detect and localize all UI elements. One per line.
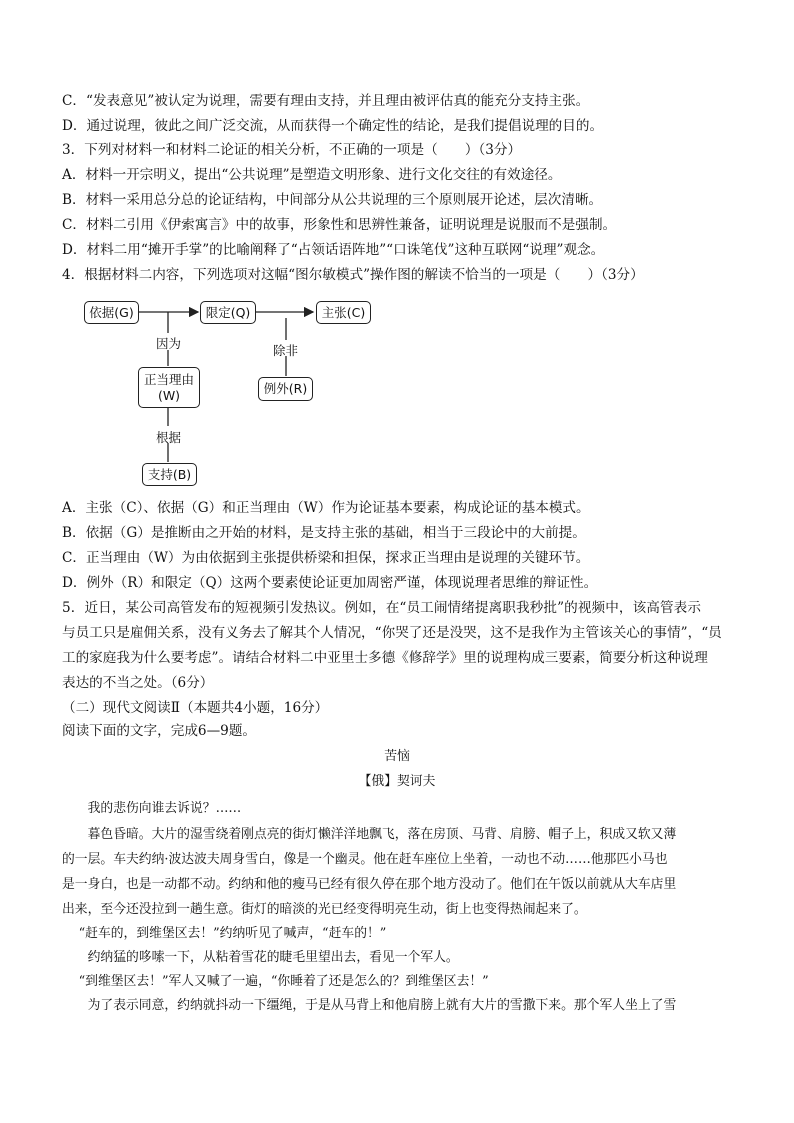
q4-option-d: D．例外（R）和限定（Q）这两个要素使论证更加周密严谨，体现说理者思维的辩证性。 (62, 575, 598, 591)
according-label: 根据 (156, 430, 182, 445)
story-epigraph: 我的悲伤向谁去诉说？…… (87, 801, 242, 816)
q3-option-a: A．材料一开宗明义，提出“公共说理”是塑造文明形象、进行文化交往的有效途径。 (62, 167, 562, 183)
section-heading: （二）现代文阅读Ⅱ（本题共4小题，16分） (62, 700, 329, 716)
story-p1-line2: 的一层。车夫约纳·波达波夫周身雪白，像是一个幽灵。他在赶车座位上坐着，一动也不动……他那匹小马也 (62, 852, 668, 867)
claim-box: 主张(C) (316, 301, 371, 324)
grounds-box: 依据(G) (84, 301, 139, 324)
q5-line-1: 5．近日，某公司高管发布的短视频引发热议。例如，在“员工闹情绪提离职我秒批”的视频中，该高管表示 (62, 600, 702, 616)
rebuttal-box: 例外(R) (258, 377, 313, 401)
story-author: 【俄】契诃夫 (358, 774, 436, 789)
q3-option-d: D．材料二用“摊开手掌”的比喻阐释了“占领话语阵地”“口诛笔伐”这种互联网“说理”观念。 (62, 242, 605, 258)
unless-label: 除非 (273, 343, 299, 358)
story-p1-line4: 出来，至今还没拉到一趟生意。街灯的暗淡的光已经变得明亮生动，街上也变得热闹起来了。 (62, 902, 587, 917)
q4-option-c: C．正当理由（W）为由依据到主张提供桥梁和担保，探求正当理由是说理的关键环节。 (62, 550, 590, 566)
story-p5: 为了表示同意，约纳就抖动一下缰绳，于是从马背上和他肩膀上就有大片的雪撒下来。那个军人坐上了雪 (87, 998, 677, 1013)
q4-stem: 4．根据材料二内容，下列选项对这幅“图尔敏模式”操作图的解读不恰当的一项是（ ）（3分） (62, 267, 644, 283)
because-label: 因为 (156, 336, 182, 351)
story-p1-line3: 是一身白，也是一动都不动。约纳和他的瘦马已经有很久停在那个地方没动了。他们在午饭以前就从大车店里 (62, 877, 677, 892)
q2-option-c: C．“发表意见”被认定为说理，需要有理由支持，并且理由被评估真的能充分支持主张。 (62, 93, 590, 109)
q5-line-2: 与员工只是雇佣关系，没有义务去了解其个人情况，“你哭了还是没哭，这不是我作为主管该关心的事情”，“员 (62, 625, 722, 641)
warrant-label: 正当理由 (143, 371, 194, 387)
story-p1-line1: 暮色昏暗。大片的湿雪绕着刚点亮的街灯懒洋洋地飘飞，落在房顶、马背、肩膀、帽子上，积成又软又薄 (87, 827, 677, 842)
backing-box: 支持(B) (142, 463, 197, 486)
q4-option-a: A．主张（C）、依据（G）和正当理由（W）作为论证基本要素，构成论证的基本模式。 (62, 500, 590, 516)
q3-option-c: C．材料二引用《伊索寓言》中的故事，形象性和思辨性兼备，证明说理是说服而不是强制。 (62, 217, 617, 233)
q3-option-b: B．材料一采用总分总的论证结构，中间部分从公共说理的三个原则展开论述，层次清晰。 (62, 192, 603, 208)
q2-option-d: D．通过说理，彼此之间广泛交流，从而获得一个确定性的结论，是我们提倡说理的目的。 (62, 118, 604, 134)
q5-line-3: 工的家庭我为什么要考虑”。请结合材料二中亚里士多德《修辞学》里的说理构成三要素，简要分析这种说理 (62, 650, 708, 666)
warrant-code: (W) (157, 387, 181, 403)
warrant-box (138, 367, 200, 408)
section-instruction: 阅读下面的文字，完成6—9题。 (62, 723, 257, 739)
q5-line-4: 表达的不当之处。（6分） (62, 675, 214, 691)
story-p2: “赶车的，到维堡区去！”约纳听见了喊声，“赶车的！” (78, 926, 387, 941)
q3-stem: 3．下列对材料一和材料二论证的相关分析，不正确的一项是（ ）（3分） (62, 142, 522, 158)
story-title: 苦恼 (384, 749, 410, 764)
story-p4: “到维堡区去！”军人又喊了一遍，“你睡着了还是怎么的？到维堡区去！” (78, 974, 489, 989)
qualifier-box: 限定(Q) (200, 301, 256, 324)
story-p3: 约纳猛的哆嗦一下，从粘着雪花的睫毛里望出去，看见一个军人。 (87, 950, 459, 965)
q4-option-b: B．依据（G）是推断由之开始的材料，是支持主张的基础，相当于三段论中的大前提。 (62, 525, 586, 541)
